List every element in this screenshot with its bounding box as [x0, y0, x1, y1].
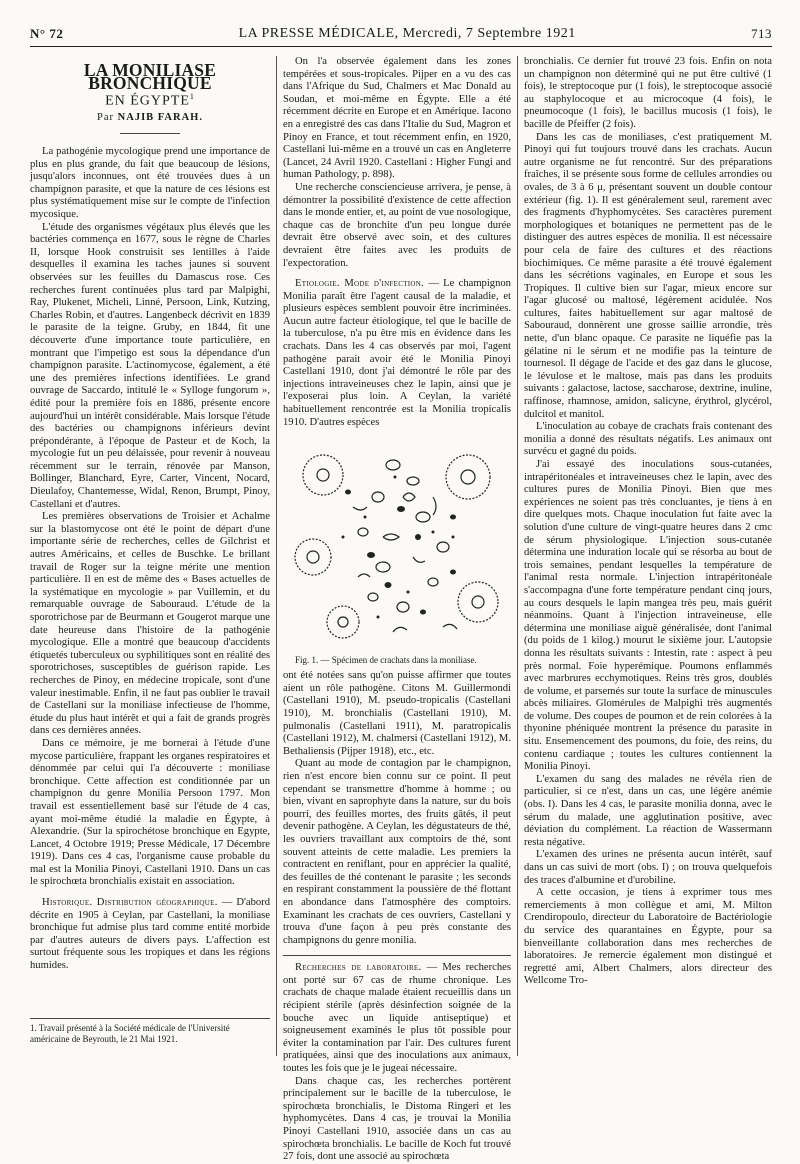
article-title: LA MONILIASE BRONCHIQUE	[83, 60, 217, 93]
running-header	[30, 20, 772, 47]
paragraph: J'ai essayé des inoculations sous-cutanées, intrapéritonéales et intraveineuses chez le lapin, avec des cultures pures de Monilia Pinoyi. Bien que mes expériences ne soient pas très concluantes, je tiens à en dire quelques mots. Chaque inoculation fut faite avec la solution d'une culture de vingt-quatre heures dans 2 cmc de sérum physiologique. L'injection sous-cutanée détermina une induration locale qui se résorba au bout de trois semaines, pendant lesquelles la température de l'animal resta normale. L'injection intrapéritonéale s'accompagna d'une forte température pendant cinq jours, au cours desquels le lapin mangea très peu, mais guérit néanmoins. Quant à l'injection intraveineuse, elle détermina une moniliase aiguë généralisée, dont l'animal (du poids de 1 kilog.) mourut le sixième jour. L'autopsie donna les résultats suivants : Intestin, rate : aspect à peu près normal. Foie hyperémique. Poumons enflammés avec marbrures ecchymotiques. Reins très gros, doublés de volume, et parsemés sur toute la surface de minuscules abcès miliaires. Glomérules de Malpighi très augmentés de volume. Des coupes de poumon et de rein colorées à la thyonine phéniquée montrent la présence du parasite in situ. Ensemencement des poumons, du foie, des reins, du contenu cardiaque ; toutes les cultures contiennent la Monilia Pinoyi.	[524, 459, 772, 773]
figure-caption: Fig. 1. — Spécimen de crachats dans la moniliase.	[295, 655, 477, 666]
paragraph: La pathogénie mycologique prend une importance de plus en plus grande, du fait que beaucoup de lésions, jusqu'alors inconnues, ont été trouvées dues à un champignon parasite, et que la nature de ces lésions est plus systématiquement mise sur le compte de l'infection mycosique.	[30, 146, 270, 220]
paragraph: L'examen du sang des malades ne révéla rien de particulier, si ce n'est, dans un cas, une légère anémie (obs. I). Dans les 4 cas, le parasite monilia donna, avec le sérum du malade, une agglutination positive, avec déviation du complément. La réaction de Wassermann resta négative.	[524, 773, 772, 848]
section-rule	[283, 955, 511, 956]
paragraph-text: — D'abord décrite en 1905 à Ceylan, par Castellani, la moniliase bronchique fut admise plus tard comme entité morbide par d'autres auteurs de divers pays. L'affection est surtout fréquente sous les tropiques et dans les régions humides.	[30, 897, 270, 972]
sputum-specimen-figure	[283, 437, 511, 655]
paragraph: Dans ce mémoire, je me bornerai à l'étude d'une mycose particulière, frappant les organes respiratoires et dénommée par celui qui l'a découverte : moniliase bronchique. Cette affection est conditionnée par un champignon du genre Monilia Persoon 1797. Mon travail est essentiellement basé sur l'étude de 4 cas, ayant moi-même étudié la maladie en Égypte, à Alexandrie. (Sur la spirochétose bronchique en Egypte, Lancet, 4 Octobre 1919; Presse Médicale, 17 Décembre 1919). Dans ces 4 cas, l'organisme cause probable du mal est la Monilia Pinoyi, Castellani 1910. Dans un cas le spirochœta bronchialis existait en association.	[30, 737, 270, 888]
column-rule	[276, 56, 277, 1056]
paragraph: ont été notées sans qu'on puisse affirmer que toutes aient un rôle pathogène. Citons M. Guillermondi (Castellani 1910), M. pseudo-tropicalis (Castellani 1910), M. bronchialis (Castellani 1910), M. pulmonalis (Castellani 1911), M. paratropicalis (Castellani 1912), M. chalmersi (Castellani 1912), M. Bethaliensis (Pijper 1918), etc., etc.	[283, 670, 511, 757]
column-3	[524, 56, 772, 1068]
section-heading: Etiologie. Mode d'infection.	[295, 278, 425, 290]
footnote: 1. Travail présenté à la Société médicale de l'Université américaine de Beyrouth, le 21 Mai 1921.	[30, 1018, 270, 1045]
journal-title: LA PRESSE MÉDICALE, Mercredi, 7 Septembre 1921	[238, 26, 576, 41]
page-number: 713	[751, 26, 772, 41]
section-paragraph	[283, 278, 511, 429]
author-name: NAJIB FARAH.	[117, 112, 203, 124]
paragraph: Dans chaque cas, les recherches portèrent principalement sur le bacille de la tuberculose, le spirochœta bronchialis, le Distoma Ringeri et les hyphomycètes. Dans 4 cas, je trouvai la Monilia Pinoyi Castellani 1910, associée dans un cas au spirochœta bronchialis. Le bacille de Koch fut trouvé 27 fois, dont une associé au spirochœta	[283, 1075, 511, 1163]
column-rule	[517, 56, 518, 1056]
paragraph: L'examen des urines ne présenta aucun intérêt, sauf dans un cas suivi de mort (obs. I) ; on trouva quelquefois des traces d'albumine et d'urobiline.	[524, 849, 772, 886]
paragraph: Une recherche consciencieuse arrivera, je pense, à démontrer la possibilité d'existence de cette affection dans le monde entier, et, au point de vue nosologique, chaque cas de bronchite d'un peu longue durée devrait être observé avec soin, et des cultures devraient être faites avec les produits de l'expectoration.	[283, 181, 511, 269]
article-subtitle	[30, 91, 270, 108]
title-rule	[120, 133, 180, 134]
footnote-mark: 1	[189, 92, 195, 102]
subtitle-text: EN ÉGYPTE	[105, 93, 190, 109]
column-2	[283, 56, 511, 1163]
paragraph-text: — Le champignon Monilia paraît être l'agent causal de la maladie, et plusieurs espèces semblent pouvoir être incriminées. Aucun autre facteur étiologique, tel que le bacille de la tuberculose, n'a pu être mis en évidence dans les crachats. Dans les 4 cas observés par moi, l'agent pathogène parait avoir été le Monilia Pinoyi Castellani 1910, dont j'ai démontré le rôle par des injections intraveineuses chez le lapin, ainsi que je l'exposerai plus loin. A Ceylan, la variété habituellement rencontrée est la Monilia tropicalis 1910. D'autres espèces	[283, 278, 511, 428]
article-author	[30, 112, 270, 125]
author-prefix: Par	[97, 112, 115, 124]
section-paragraph	[30, 897, 270, 973]
paragraph-text: — Mes recherches ont porté sur 67 cas de rhume chronique. Les crachats de chaque malade étaient recueillis dans un récipient stérile (après désinfection soignée de la bouche avec un liquide antiseptique) et soigneusement examinés le plus tôt possible pour éviter la contamination par l'air. Des cultures furent pratiquées, ainsi que des inoculations aux animaux, toutes les fois que je le jugeai nécessaire.	[283, 962, 511, 1075]
section-heading: Recherches de laboratoire.	[295, 962, 422, 974]
figure-1	[283, 437, 511, 666]
paragraph: L'étude des organismes végétaux plus élevés que les bactéries commença en 1677, sous le règne de Charles II, lorsque Hook construisit ses lentilles à l'aide desquelles il examina les taches jaunes si souvent observées sur les feuilles du Damascus rose. Ces recherches furent continuées plus tard par Malpighi, Ray, Plukenet, Micheli, Linné, Persoon, Link, Kutzing, Charles Robin, et d'autres. Langenbeck décrivit en 1839 le parasite de la teigne. Gruby, en 1844, fit une découverte d'une importance toute particulière, en montrant que l'impetigo est sous la dépendance d'un champignon parasite. L'actinomycose, également, a été une des premières infections identifiées. Le grand ouvrage de Saccardo, intitulé le « Sylloge fungorum », édité pour la première fois en 1886, présente encore aujourd'hui un intérêt considérable. Mais lorsque l'étude des bactéries ou champignons inférieurs devint prépondérante, à l'époque de Pasteur et de Koch, la mycologie fut un peu délaissée, pour revenir à nouveau récemment sur le terrain, rénovée par Manson, Bollinger, Blanchard, Eyre, Carter, Vincent, Nocard, Dieulafoy, Chantemesse, Widal, Renon, Brumpt, Pinoy, Castellani et d'autres.	[30, 221, 270, 510]
section-heading: Historique. Distribution géographique.	[42, 897, 218, 909]
paragraph: On l'a observée également dans les zones tempérées et sous-tropicales. Pijper en a vu des cas dans l'Afrique du Sud, Chalmers et Mac Donald au Soudan, et moi-même en Égypte. Elle a été récemment décrite en Europe et en Amérique. Iacono en a enregistré des cas dans l'Italie du Sud, Magron et Pinoy en France, et tout récemment enfin, en 1920, Castellani lui-même en a trouvé un cas en Angleterre (Lancet, 24 Avril 1920. Castellani : Higher Fungi and human Pathology, p. 898).	[283, 56, 511, 181]
paragraph: Quant au mode de contagion par le champignon, rien n'est encore bien connu sur ce point. Il peut cependant se transmettre d'homme à homme ; ou bien, vivant en saprophyte dans la nature, sur du bois pourri, des feuilles mortes, des fruits gâtés, il peut devenir pathogène. A Ceylan, les dégustateurs de thé, les ouvriers travaillant aux comptoirs de thé, sont souvent atteints de cette maladie. Les premiers la contractent en reniflant, pour en apprécier la qualité, des feuilles de thé contenant le parasite ; les seconds en respirant constamment la poussière de thé flottant en abondance dans l'atmosphère des comptoirs. Examinant les crachats de ces ouvriers, Castellani y trouva d'une façon à peu près constante des champignons du genre monilia.	[283, 758, 511, 946]
paragraph: L'inoculation au cobaye de crachats frais contenant des monilia a donné des résultats négatifs. Les animaux ont survécu et gagné du poids.	[524, 421, 772, 458]
paragraph: Les premières observations de Troisier et Achalme sur la blastomycose ont été le point de départ d'une importante série de recherches, celles de Gilchrist et autres Américains, et celles de Buschke. Le brillant travail de Roger sur la teigne mérite une mention particulière. Il en est de même des « Bases actuelles de la systématique en mycologie » par Vuillemin, et du remarquable ouvrage de Sabouraud. L'étude de la sporotrichose par de Beurmann et Gougerot marque une date heureuse dans l'histoire de la pathogénie mycologique. Elle a montré que beaucoup d'accidents étiquetés tuberculeux ou syphilitiques sont en réalité des sporotrichoses, susceptibles de guérison rapide. Les recherches de Pinoy, en médecine tropicale, sont d'une valeur inestimable. Enfin, il ne faut pas oublier le travail de Castellani sur la moniliase infectieuse de l'homme, étude du plus haut intérêt et qui a fait de grands progrès dans ces dernières années.	[30, 511, 270, 737]
column-1	[30, 56, 270, 1056]
issue-number: N° 72	[30, 26, 64, 41]
paragraph: Dans les cas de moniliases, c'est pratiquement M. Pinoyi qui fut toujours trouvé dans les crachats. Aucun autre organisme ne fut rencontré. Sur des préparations fraîches, il se présente sous forme de cellules arrondies ou ovales, de 3 à 6 μ, présentant souvent un double contour extérieur (fig. 1). Il est généralement seul, rarement avec des fragments d'hyphomycètes. Ses caractères purement morphologiques et botaniques ne permettent pas de le distinguer des autres espèces de monilia. Il est nécessaire pour cela de faire des cultures et des réactions biochimiques. Ce même parasite a été trouvé également dans les sécrétions vaginales, en Europe et sous les Tropiques. Il cultive bien sur l'agar, mieux encore sur l'agar glucosé ou maltosé, légèrement acidulée. Nos cultures, faites habituellement sur agar maltosé de Sabouraud, donnèrent une grosse saillie arrondie, très nette, d'un blanc opaque. Ce parasite ne liquéfie pas la gélatine ni le sérum et ne modifie pas la teinture de tournesol. Il dégage de l'acide et des gaz dans le glucose, le lévulose et le maltose, mais pas dans les produits suivants : galactose, lactose, saccharose, dextrine, inuline, raffinose, rhamnose, amidon, salicyne, érythrol, glycérol, dulcitol et manitol.	[524, 131, 772, 420]
paragraph: bronchialis. Ce dernier fut trouvé 23 fois. Enfin on nota un champignon non déterminé qui ne put être cultivé (1 fois), le streptocoque pur (1 fois), le streptocoque associé au staphylocoque et au microcoque (4 fois), le pneumocoque (1 fois), le bacillus mucosis (1 fois), le bacille de Pfeiffer (2 fois).	[524, 56, 772, 130]
paragraph: A cette occasion, je tiens à exprimer tous mes remerciements à mon collègue et ami, M. Milton Crendiropoulo, directeur du Laboratoire de Bactériologie du service des quarantaines en Égypte, pour sa bienveillante collaboration dans mes recherches de laboratoires. Je remercie également mon distingué et regretté ami, Albert Chalmers, alors directeur des Wellcome Tro-	[524, 887, 772, 987]
section-paragraph	[283, 962, 511, 1075]
